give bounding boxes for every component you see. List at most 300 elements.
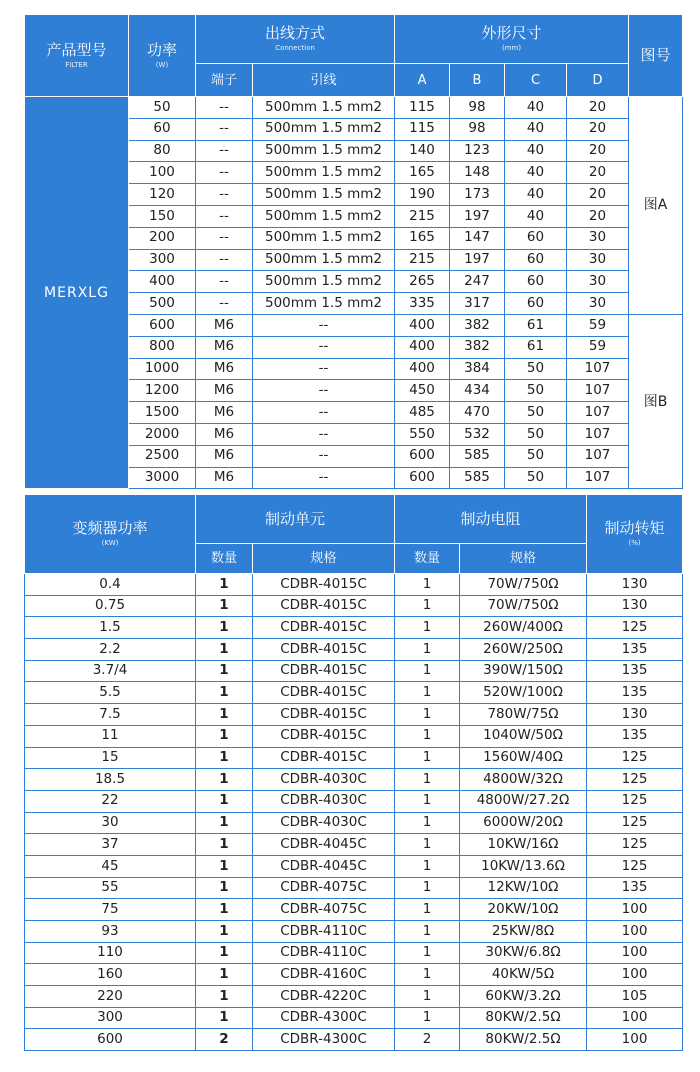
cell-lead: -- (253, 402, 395, 424)
cell-resistor-spec: 70W/750Ω (460, 595, 587, 617)
cell-unit-qty: 1 (196, 790, 253, 812)
cell-dim-d: 20 (567, 184, 629, 206)
cell-dim-a: 485 (395, 402, 450, 424)
cell-dim-c: 40 (505, 97, 567, 119)
cell-dim-c: 50 (505, 380, 567, 402)
cell-unit-spec: CDBR-4220C (253, 986, 395, 1008)
table-row (25, 899, 683, 921)
cell-dim-d: 30 (567, 271, 629, 293)
cell-torque: 135 (587, 682, 683, 704)
table-row (25, 921, 683, 943)
cell-dim-a: 450 (395, 380, 450, 402)
cell-resistor-qty: 1 (395, 877, 460, 899)
cell-lead: 500mm 1.5 mm2 (253, 271, 395, 293)
table-row (25, 595, 683, 617)
cell-unit-qty: 1 (196, 725, 253, 747)
cell-dim-a: 115 (395, 118, 450, 140)
figure-a-cell: 图A (629, 97, 683, 315)
header-model: 产品型号 FILTER (25, 15, 129, 97)
table-row (25, 812, 683, 834)
cell-power: 120 (129, 184, 196, 206)
cell-inverter-power: 75 (25, 899, 196, 921)
cell-inverter-power: 37 (25, 834, 196, 856)
cell-resistor-spec: 6000W/20Ω (460, 812, 587, 834)
cell-unit-qty: 1 (196, 921, 253, 943)
cell-torque: 125 (587, 834, 683, 856)
cell-dim-a: 190 (395, 184, 450, 206)
braking-spec-table (24, 494, 683, 1051)
cell-torque: 100 (587, 921, 683, 943)
cell-resistor-spec: 25KW/8Ω (460, 921, 587, 943)
cell-dim-a: 550 (395, 423, 450, 445)
cell-power: 60 (129, 118, 196, 140)
cell-dim-c: 61 (505, 336, 567, 358)
cell-unit-spec: CDBR-4015C (253, 595, 395, 617)
cell-unit-spec: CDBR-4015C (253, 704, 395, 726)
cell-unit-spec: CDBR-4300C (253, 1007, 395, 1029)
table-row (25, 942, 683, 964)
filter-spec-table (24, 14, 683, 489)
cell-inverter-power: 22 (25, 790, 196, 812)
cell-dim-d: 20 (567, 205, 629, 227)
cell-torque: 135 (587, 725, 683, 747)
cell-unit-spec: CDBR-4015C (253, 617, 395, 639)
cell-resistor-spec: 20KW/10Ω (460, 899, 587, 921)
cell-unit-qty: 1 (196, 834, 253, 856)
cell-dim-b: 470 (450, 402, 505, 424)
cell-dim-a: 400 (395, 314, 450, 336)
cell-unit-spec: CDBR-4030C (253, 769, 395, 791)
cell-unit-qty: 1 (196, 769, 253, 791)
cell-resistor-qty: 1 (395, 617, 460, 639)
cell-dim-a: 400 (395, 336, 450, 358)
cell-dim-d: 20 (567, 162, 629, 184)
cell-resistor-qty: 1 (395, 834, 460, 856)
cell-power: 2500 (129, 445, 196, 467)
cell-torque: 100 (587, 942, 683, 964)
cell-lead: 500mm 1.5 mm2 (253, 205, 395, 227)
cell-terminal: -- (196, 97, 253, 119)
cell-resistor-qty: 1 (395, 790, 460, 812)
table-row (25, 725, 683, 747)
cell-unit-qty: 1 (196, 660, 253, 682)
cell-dim-b: 173 (450, 184, 505, 206)
cell-dim-d: 107 (567, 402, 629, 424)
header-resistor-qty: 数量 (395, 544, 460, 574)
cell-inverter-power: 55 (25, 877, 196, 899)
cell-dim-c: 60 (505, 249, 567, 271)
cell-lead: 500mm 1.5 mm2 (253, 97, 395, 119)
table-row (25, 1029, 683, 1051)
cell-terminal: -- (196, 271, 253, 293)
cell-unit-qty: 1 (196, 877, 253, 899)
cell-torque: 135 (587, 877, 683, 899)
cell-terminal: M6 (196, 314, 253, 336)
cell-resistor-qty: 1 (395, 639, 460, 661)
cell-unit-qty: 1 (196, 942, 253, 964)
cell-terminal: M6 (196, 445, 253, 467)
cell-dim-b: 197 (450, 205, 505, 227)
cell-power: 2000 (129, 423, 196, 445)
cell-resistor-qty: 1 (395, 921, 460, 943)
cell-power: 3000 (129, 467, 196, 489)
cell-lead: -- (253, 467, 395, 489)
cell-dim-b: 123 (450, 140, 505, 162)
cell-power: 400 (129, 271, 196, 293)
cell-dim-d: 107 (567, 423, 629, 445)
cell-resistor-qty: 1 (395, 855, 460, 877)
cell-dim-b: 147 (450, 227, 505, 249)
cell-dim-b: 98 (450, 97, 505, 119)
cell-dim-b: 434 (450, 380, 505, 402)
header-dim-c: C (505, 64, 567, 97)
cell-inverter-power: 18.5 (25, 769, 196, 791)
cell-torque: 100 (587, 1029, 683, 1051)
header-lead: 引线 (253, 64, 395, 97)
cell-dim-c: 50 (505, 467, 567, 489)
table-row (25, 704, 683, 726)
cell-unit-spec: CDBR-4160C (253, 964, 395, 986)
header-dim-d: D (567, 64, 629, 97)
cell-unit-spec: CDBR-4110C (253, 921, 395, 943)
cell-dim-b: 148 (450, 162, 505, 184)
cell-resistor-spec: 60KW/3.2Ω (460, 986, 587, 1008)
cell-unit-qty: 2 (196, 1029, 253, 1051)
table-row (25, 790, 683, 812)
cell-torque: 130 (587, 595, 683, 617)
cell-resistor-qty: 2 (395, 1029, 460, 1051)
cell-inverter-power: 0.4 (25, 574, 196, 596)
cell-terminal: -- (196, 184, 253, 206)
cell-unit-spec: CDBR-4030C (253, 812, 395, 834)
cell-resistor-spec: 260W/250Ω (460, 639, 587, 661)
cell-inverter-power: 93 (25, 921, 196, 943)
cell-lead: 500mm 1.5 mm2 (253, 162, 395, 184)
cell-lead: -- (253, 336, 395, 358)
cell-power: 100 (129, 162, 196, 184)
cell-terminal: -- (196, 205, 253, 227)
cell-terminal: -- (196, 293, 253, 315)
cell-dim-c: 60 (505, 293, 567, 315)
cell-unit-spec: CDBR-4015C (253, 682, 395, 704)
cell-unit-spec: CDBR-4015C (253, 725, 395, 747)
cell-resistor-spec: 1560W/40Ω (460, 747, 587, 769)
cell-unit-spec: CDBR-4045C (253, 855, 395, 877)
table-row (25, 1007, 683, 1029)
cell-resistor-spec: 4800W/32Ω (460, 769, 587, 791)
table-row (25, 986, 683, 1008)
cell-dim-a: 165 (395, 227, 450, 249)
cell-dim-d: 59 (567, 314, 629, 336)
cell-unit-qty: 1 (196, 574, 253, 596)
cell-inverter-power: 7.5 (25, 704, 196, 726)
cell-lead: 500mm 1.5 mm2 (253, 118, 395, 140)
cell-dim-b: 382 (450, 336, 505, 358)
cell-unit-spec: CDBR-4015C (253, 660, 395, 682)
cell-torque: 125 (587, 790, 683, 812)
cell-resistor-qty: 1 (395, 574, 460, 596)
cell-terminal: M6 (196, 423, 253, 445)
cell-torque: 125 (587, 747, 683, 769)
cell-torque: 125 (587, 617, 683, 639)
header-unit-qty: 数量 (196, 544, 253, 574)
cell-dim-a: 265 (395, 271, 450, 293)
cell-unit-qty: 1 (196, 812, 253, 834)
cell-resistor-qty: 1 (395, 769, 460, 791)
cell-torque: 125 (587, 769, 683, 791)
cell-power: 800 (129, 336, 196, 358)
cell-terminal: M6 (196, 380, 253, 402)
cell-unit-qty: 1 (196, 747, 253, 769)
cell-lead: 500mm 1.5 mm2 (253, 249, 395, 271)
header-terminal: 端子 (196, 64, 253, 97)
cell-dim-b: 382 (450, 314, 505, 336)
cell-dim-b: 585 (450, 445, 505, 467)
cell-dim-a: 140 (395, 140, 450, 162)
cell-unit-qty: 1 (196, 899, 253, 921)
cell-power: 150 (129, 205, 196, 227)
header-connection: 出线方式 Connection (196, 15, 395, 64)
cell-dim-b: 247 (450, 271, 505, 293)
cell-dim-b: 197 (450, 249, 505, 271)
cell-terminal: M6 (196, 467, 253, 489)
cell-dim-c: 60 (505, 227, 567, 249)
cell-dim-a: 335 (395, 293, 450, 315)
header-dimensions: 外形尺寸 (mm) (395, 15, 629, 64)
table-row (25, 964, 683, 986)
cell-resistor-spec: 780W/75Ω (460, 704, 587, 726)
cell-terminal: -- (196, 140, 253, 162)
cell-power: 1500 (129, 402, 196, 424)
cell-dim-d: 20 (567, 140, 629, 162)
header-brake-torque: 制动转矩 (%) (587, 495, 683, 574)
cell-unit-spec: CDBR-4015C (253, 747, 395, 769)
cell-resistor-spec: 80KW/2.5Ω (460, 1029, 587, 1051)
cell-power: 500 (129, 293, 196, 315)
cell-torque: 125 (587, 812, 683, 834)
cell-dim-a: 115 (395, 97, 450, 119)
cell-terminal: M6 (196, 402, 253, 424)
cell-resistor-qty: 1 (395, 986, 460, 1008)
cell-dim-c: 40 (505, 162, 567, 184)
cell-dim-c: 40 (505, 140, 567, 162)
cell-resistor-spec: 260W/400Ω (460, 617, 587, 639)
cell-lead: 500mm 1.5 mm2 (253, 140, 395, 162)
brand-cell: MERXLG (25, 97, 129, 489)
table-row (25, 617, 683, 639)
cell-dim-d: 107 (567, 445, 629, 467)
cell-torque: 100 (587, 899, 683, 921)
cell-resistor-spec: 4800W/27.2Ω (460, 790, 587, 812)
cell-resistor-qty: 1 (395, 682, 460, 704)
cell-unit-spec: CDBR-4075C (253, 899, 395, 921)
cell-unit-spec: CDBR-4075C (253, 877, 395, 899)
header-power: 功率 (W) (129, 15, 196, 97)
cell-unit-qty: 1 (196, 704, 253, 726)
cell-dim-b: 585 (450, 467, 505, 489)
header-dim-b: B (450, 64, 505, 97)
cell-lead: 500mm 1.5 mm2 (253, 184, 395, 206)
cell-inverter-power: 30 (25, 812, 196, 834)
cell-power: 300 (129, 249, 196, 271)
cell-dim-a: 215 (395, 205, 450, 227)
cell-unit-spec: CDBR-4030C (253, 790, 395, 812)
cell-dim-b: 532 (450, 423, 505, 445)
cell-dim-a: 400 (395, 358, 450, 380)
cell-inverter-power: 5.5 (25, 682, 196, 704)
cell-resistor-qty: 1 (395, 942, 460, 964)
header-brake-unit: 制动单元 (196, 495, 395, 544)
table-row (25, 747, 683, 769)
cell-torque: 100 (587, 964, 683, 986)
cell-dim-d: 20 (567, 97, 629, 119)
cell-dim-c: 60 (505, 271, 567, 293)
cell-resistor-qty: 1 (395, 899, 460, 921)
cell-unit-qty: 1 (196, 855, 253, 877)
cell-dim-d: 107 (567, 467, 629, 489)
cell-dim-c: 50 (505, 402, 567, 424)
cell-terminal: -- (196, 118, 253, 140)
cell-terminal: -- (196, 227, 253, 249)
header-resistor-spec: 规格 (460, 544, 587, 574)
cell-dim-c: 50 (505, 358, 567, 380)
cell-unit-qty: 1 (196, 639, 253, 661)
cell-resistor-qty: 1 (395, 595, 460, 617)
cell-inverter-power: 160 (25, 964, 196, 986)
cell-dim-d: 107 (567, 358, 629, 380)
header-brake-resistor: 制动电阻 (395, 495, 587, 544)
cell-resistor-qty: 1 (395, 704, 460, 726)
cell-unit-spec: CDBR-4045C (253, 834, 395, 856)
cell-resistor-spec: 1040W/50Ω (460, 725, 587, 747)
cell-torque: 135 (587, 660, 683, 682)
cell-resistor-spec: 30KW/6.8Ω (460, 942, 587, 964)
cell-power: 80 (129, 140, 196, 162)
figure-b-cell: 图B (629, 314, 683, 488)
cell-lead: 500mm 1.5 mm2 (253, 293, 395, 315)
cell-dim-c: 50 (505, 423, 567, 445)
cell-lead: -- (253, 445, 395, 467)
cell-lead: -- (253, 380, 395, 402)
header-unit-spec: 规格 (253, 544, 395, 574)
cell-terminal: M6 (196, 358, 253, 380)
cell-inverter-power: 45 (25, 855, 196, 877)
cell-dim-d: 30 (567, 293, 629, 315)
cell-inverter-power: 1.5 (25, 617, 196, 639)
cell-dim-b: 317 (450, 293, 505, 315)
cell-power: 50 (129, 97, 196, 119)
cell-lead: 500mm 1.5 mm2 (253, 227, 395, 249)
cell-dim-b: 384 (450, 358, 505, 380)
cell-resistor-qty: 1 (395, 1007, 460, 1029)
cell-inverter-power: 110 (25, 942, 196, 964)
cell-inverter-power: 3.7/4 (25, 660, 196, 682)
cell-resistor-qty: 1 (395, 812, 460, 834)
cell-torque: 105 (587, 986, 683, 1008)
cell-resistor-spec: 40KW/5Ω (460, 964, 587, 986)
table-row (25, 877, 683, 899)
header-dim-a: A (395, 64, 450, 97)
cell-power: 600 (129, 314, 196, 336)
cell-resistor-spec: 70W/750Ω (460, 574, 587, 596)
cell-lead: -- (253, 314, 395, 336)
cell-unit-spec: CDBR-4110C (253, 942, 395, 964)
cell-dim-a: 600 (395, 467, 450, 489)
cell-terminal: -- (196, 162, 253, 184)
cell-resistor-spec: 80KW/2.5Ω (460, 1007, 587, 1029)
cell-inverter-power: 220 (25, 986, 196, 1008)
cell-dim-c: 40 (505, 205, 567, 227)
cell-resistor-qty: 1 (395, 964, 460, 986)
table-row (25, 97, 683, 119)
cell-torque: 130 (587, 574, 683, 596)
cell-unit-qty: 1 (196, 986, 253, 1008)
cell-power: 1200 (129, 380, 196, 402)
cell-unit-spec: CDBR-4015C (253, 639, 395, 661)
cell-lead: -- (253, 423, 395, 445)
cell-unit-spec: CDBR-4015C (253, 574, 395, 596)
table-row (25, 834, 683, 856)
cell-unit-qty: 1 (196, 682, 253, 704)
cell-dim-c: 40 (505, 118, 567, 140)
cell-dim-d: 107 (567, 380, 629, 402)
header-inverter-power: 变频器功率 (KW) (25, 495, 196, 574)
table-row (25, 769, 683, 791)
table-row (25, 574, 683, 596)
cell-inverter-power: 11 (25, 725, 196, 747)
cell-resistor-spec: 390W/150Ω (460, 660, 587, 682)
cell-inverter-power: 300 (25, 1007, 196, 1029)
cell-inverter-power: 15 (25, 747, 196, 769)
cell-resistor-qty: 1 (395, 725, 460, 747)
cell-unit-qty: 1 (196, 595, 253, 617)
cell-unit-spec: CDBR-4300C (253, 1029, 395, 1051)
cell-resistor-spec: 520W/100Ω (460, 682, 587, 704)
cell-dim-d: 30 (567, 249, 629, 271)
table-row (25, 855, 683, 877)
cell-resistor-spec: 12KW/10Ω (460, 877, 587, 899)
cell-terminal: M6 (196, 336, 253, 358)
cell-dim-a: 165 (395, 162, 450, 184)
cell-unit-qty: 1 (196, 964, 253, 986)
cell-dim-c: 40 (505, 184, 567, 206)
cell-inverter-power: 600 (25, 1029, 196, 1051)
cell-dim-d: 30 (567, 227, 629, 249)
cell-lead: -- (253, 358, 395, 380)
cell-torque: 125 (587, 855, 683, 877)
cell-power: 200 (129, 227, 196, 249)
cell-resistor-spec: 10KW/13.6Ω (460, 855, 587, 877)
header-figure: 图号 (629, 15, 683, 97)
cell-terminal: -- (196, 249, 253, 271)
cell-inverter-power: 0.75 (25, 595, 196, 617)
table-row (25, 660, 683, 682)
cell-torque: 100 (587, 1007, 683, 1029)
cell-dim-a: 215 (395, 249, 450, 271)
cell-dim-d: 20 (567, 118, 629, 140)
cell-torque: 130 (587, 704, 683, 726)
cell-dim-d: 59 (567, 336, 629, 358)
cell-dim-c: 50 (505, 445, 567, 467)
cell-dim-c: 61 (505, 314, 567, 336)
cell-dim-a: 600 (395, 445, 450, 467)
cell-resistor-qty: 1 (395, 747, 460, 769)
cell-unit-qty: 1 (196, 1007, 253, 1029)
cell-unit-qty: 1 (196, 617, 253, 639)
table-row (25, 682, 683, 704)
cell-resistor-spec: 10KW/16Ω (460, 834, 587, 856)
cell-dim-b: 98 (450, 118, 505, 140)
